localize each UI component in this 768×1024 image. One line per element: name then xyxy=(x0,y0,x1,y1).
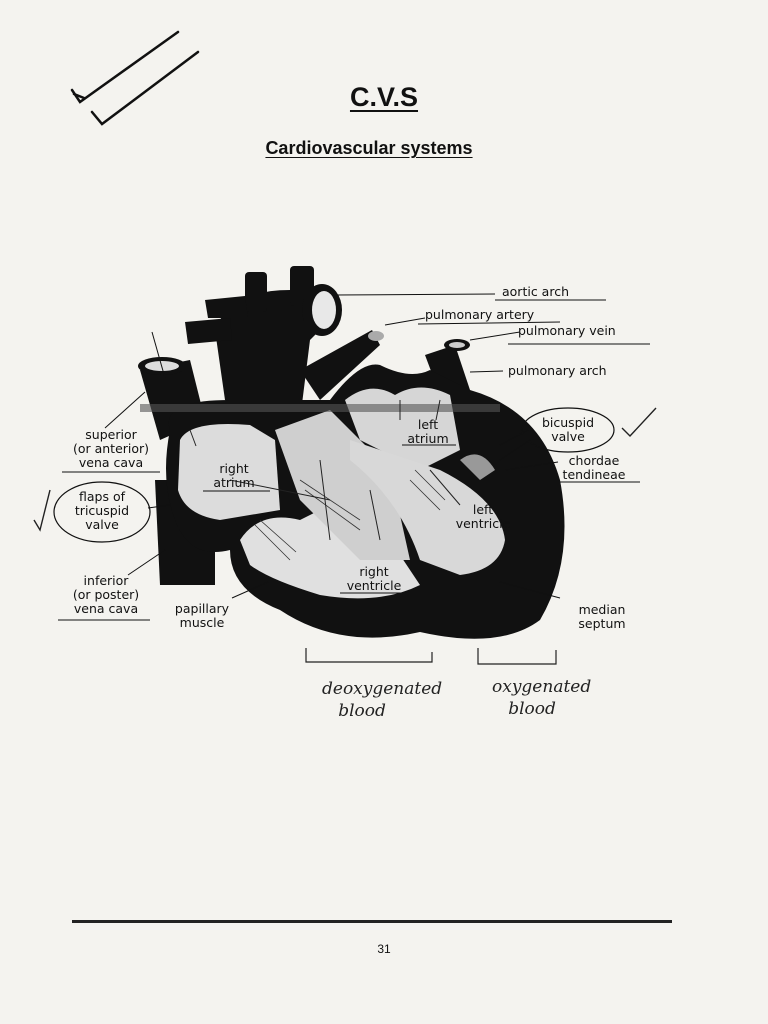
handwritten-deoxygenated-blood: deoxygenated blood xyxy=(322,679,443,721)
label-pulmonary-arch: pulmonary arch xyxy=(508,363,607,378)
label-bicuspid-valve: bicuspid valve xyxy=(541,415,595,444)
page-number: 31 xyxy=(377,942,391,956)
page-subtitle: Cardiovascular systems xyxy=(265,138,473,158)
scan-band xyxy=(140,404,500,412)
label-left-atrium: left atrium xyxy=(407,417,449,446)
bracket-marks xyxy=(306,648,556,664)
page-title: C.V.S xyxy=(349,82,419,112)
label-pulmonary-vein: pulmonary vein xyxy=(518,323,616,338)
label-left-ventricle: left ventricle xyxy=(455,502,511,531)
label-inferior-vena-cava: inferior (or poster) vena cava xyxy=(72,573,140,616)
footer-rule xyxy=(72,920,672,923)
label-flaps-of-tricuspid-valve: flaps of tricuspid valve xyxy=(74,489,130,532)
label-aortic-arch: aortic arch xyxy=(502,284,569,299)
label-superior-vena-cava: superior (or anterior) vena cava xyxy=(72,427,150,470)
label-median-septum: median septum xyxy=(578,602,626,631)
label-papillary-muscle: papillary muscle xyxy=(174,601,230,630)
label-right-atrium: right atrium xyxy=(213,461,255,490)
label-chordae-tendineae: chordae tendineae xyxy=(562,453,626,482)
handwritten-oxygenated-blood: oxygenated blood xyxy=(492,677,592,719)
label-pulmonary-artery: pulmonary artery xyxy=(425,307,535,322)
label-right-ventricle: right ventricle xyxy=(346,564,402,593)
